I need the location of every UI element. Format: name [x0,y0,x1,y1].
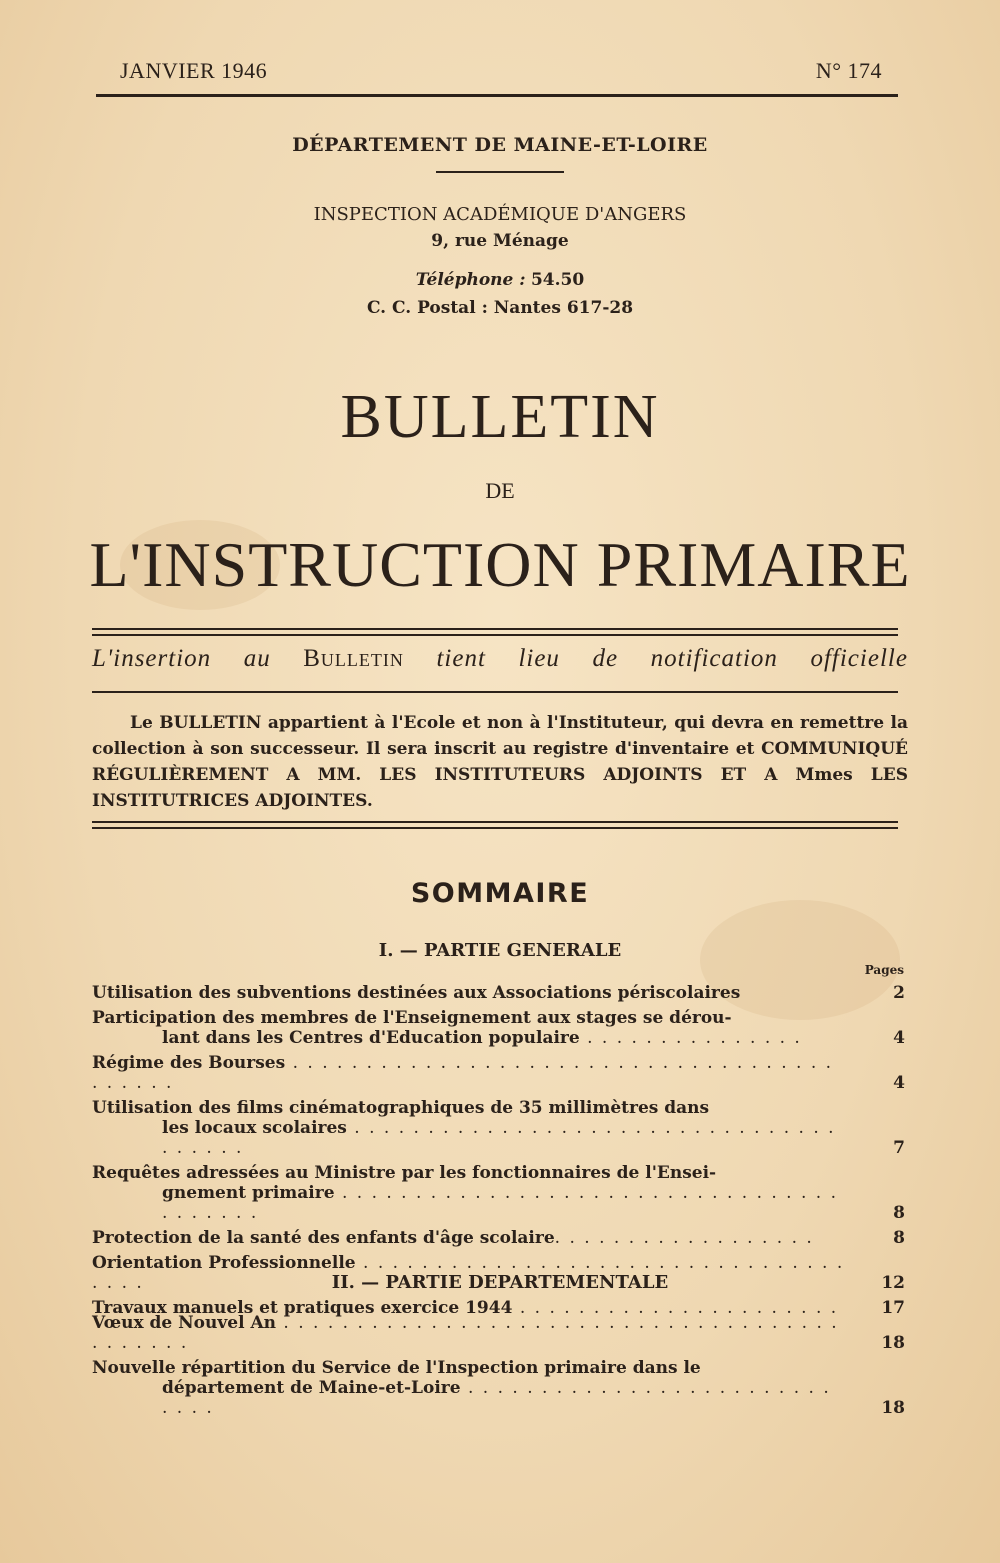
toc-page-number: 18 [881,1398,905,1418]
toc-entry-text: Orientation Professionnelle [92,1253,356,1273]
toc-page-number: 4 [893,1028,905,1048]
toc-entry-title-continued [92,1183,845,1223]
section-heading-departementale: II. — PARTIE DEPARTEMENTALE [331,1272,669,1293]
double-rule-top [92,628,898,630]
double-rule-bottom [92,827,898,829]
toc-leader-dots: . . . . . . . . . . . . . . . . . . . . . . [512,1298,839,1318]
department-name: DÉPARTEMENT DE MAINE-ET-LOIRE [292,134,708,156]
inspection-name: INSPECTION ACADÉMIQUE D'ANGERS [313,204,687,225]
toc-leader-dots: . . . . . . . . . . . . . . . . . . . . . . . . . . . . . . . . . . . . . . . . . [162,1183,839,1223]
notice-word: officielle [810,645,908,672]
toc-page-number: 8 [893,1228,905,1248]
notice-rule [92,691,898,693]
toc-page-number: 8 [893,1203,905,1223]
toc-entry-title [92,983,845,1003]
toc-page-number: 17 [881,1298,905,1318]
toc-entry-title: Requêtes adressées au Ministre par les fonctionnaires de l'Ensei- [92,1163,717,1183]
toc-page-number: 2 [893,983,905,1003]
issue-number: N° 174 [815,58,882,83]
toc-entry-title-continued-text: lant dans les Centres d'Education populaire [162,1028,580,1048]
toc-entry [92,1358,905,1418]
toc-entry [92,1313,905,1353]
telephone-label: Téléphone : [415,270,526,290]
toc-leader-dots: . . . . . . . . . . . . . . . . . . . . . . . . . . . . . . . . . . . . . . . . . . . . . [92,1313,839,1353]
notification-notice [92,645,908,673]
toc-entry-text: Vœux de Nouvel An [92,1313,276,1333]
toc-entry-title-continued [92,1028,845,1048]
toc-entry-title [92,1313,845,1353]
notice-word: Bulletin [303,645,404,672]
issue-header [96,58,898,88]
toc-page-number: 4 [893,1073,905,1093]
toc-section-departementale [92,1313,905,1423]
notice-word: tient [436,645,486,672]
toc-entry [92,1053,905,1093]
telephone-number: 54.50 [530,270,585,290]
toc-entry [92,1098,905,1158]
inspection-address: 9, rue Ménage [431,231,569,251]
toc-entry [92,983,905,1003]
toc-entry-title [92,1228,845,1248]
summary-heading: SOMMAIRE [410,878,590,909]
toc-leader-dots: . . . . . . . . . . . . . . . . . . [554,1228,814,1248]
toc-entry-title: Participation des membres de l'Enseignement aux stages se dérou- [92,1008,732,1028]
title-instruction-primaire: L'INSTRUCTION PRIMAIRE [89,529,911,600]
toc-entry-text: Travaux manuels et pratiques exercice 1944 [92,1298,513,1318]
double-rule-top [92,821,898,823]
toc-page-number: 7 [893,1138,905,1158]
toc-entry [92,1008,905,1048]
toc-leader-dots: . . . . . . . . . . . . . . . . . . . . . . . . . . . . . . . . . . . . . . . . . . . [92,1053,834,1093]
toc-entry-text: Protection de la santé des enfants d'âge scolaire [92,1228,555,1248]
double-rule-bottom [92,634,898,636]
contact-block [0,266,1000,322]
ownership-paragraph: Le BULLETIN appartient à l'Ecole et non à l'Instituteur, qui devra en remettre la collection à son successeur. Il sera inscrit au registre d'inventaire et COMMUNIQUÉ RÉGULIÈREMENT A MM. LES INSTITUTEURS ADJOINTS ET A Mmes LES INSTITUTRICES ADJOINTES. [92,713,908,811]
issue-date: JANVIER 1946 [120,58,268,83]
toc-entry [92,1163,905,1223]
toc-entry-text: Régime des Bourses [92,1053,286,1073]
toc-entry-title [92,1053,845,1093]
short-divider [436,171,564,173]
toc-leader-dots: . . . . . . . . . . . . . . . . . . . . . . . . . . . . . [162,1378,831,1418]
notice-word: au [243,645,271,672]
toc-entry-text: Utilisation des subventions destinées aux Associations périscolaires [92,983,741,1003]
notice-word: L'insertion [92,645,212,672]
header-rule [96,94,898,97]
notice-word: de [592,645,619,672]
toc-leader-dots: . . . . . . . . . . . . . . . . . . . . . . . . . . . . . . . . . . . . . . . [162,1118,836,1158]
inspection-block [0,202,1000,254]
title-bulletin: BULLETIN [340,383,660,451]
toc-entry-title: Nouvelle répartition du Service de l'Inspection primaire dans le [92,1358,701,1378]
section-heading-generale: I. — PARTIE GENERALE [378,940,622,961]
title-de: DE [485,478,515,503]
toc-page-number: 18 [881,1333,905,1353]
toc-entry-title: Utilisation des films cinématographiques de 35 millimètres dans [92,1098,710,1118]
toc-page-number: 12 [881,1273,905,1293]
toc-entry-title-continued [92,1118,845,1158]
notice-word: notification [650,645,778,672]
toc-entry [92,1228,905,1248]
toc-leader-dots: . . . . . . . . . . . . . . . [579,1028,802,1048]
toc-entry-title-continued-text: département de Maine-et-Loire [162,1378,461,1398]
postal-account: C. C. Postal : Nantes 617-28 [366,298,634,318]
toc-leader-dots: . . . . . . . . . . . . . . . . . . . . . . . . . . . . . . . . . . . . . [92,1253,845,1293]
toc-entry-title-continued-text: gnement primaire [162,1183,335,1203]
notice-word: lieu [518,645,560,672]
pages-column-label: Pages [864,963,904,977]
toc-entry-title-continued-text: les locaux scolaires [162,1118,347,1138]
toc-entry-title-continued [92,1378,845,1418]
